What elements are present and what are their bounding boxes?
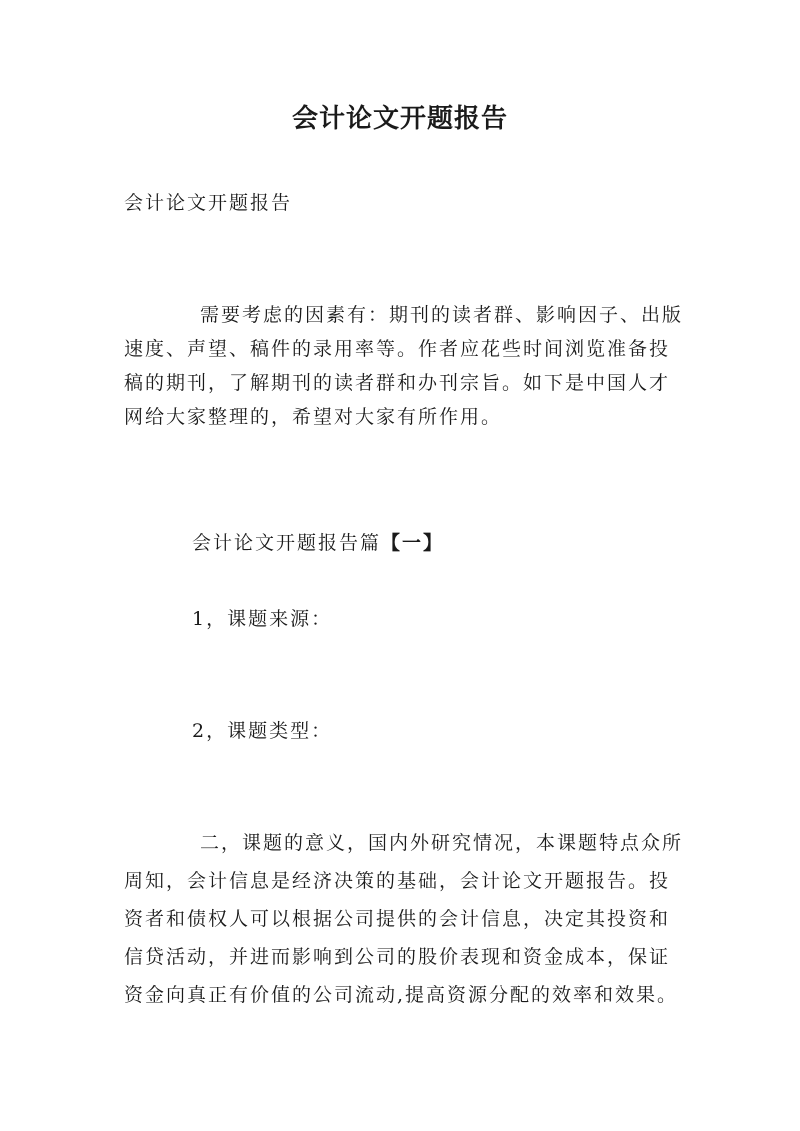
document-title: 会计论文开题报告	[291, 104, 508, 134]
body-paragraph: 二，课题的意义，国内外研究情况，本课题特点众所周知，会计信息是经济决策的基础，会计论文开题报告。投资者和债权人可以根据公司提供的会计信息，决定其投资和信贷活动，并进而影响到公司的股价表现和资金成本，保证资金向真正有价值的公司流动,提高资源分配的效率和效果。	[124, 832, 684, 1006]
document-subtitle: 会计论文开题报告	[124, 192, 293, 214]
section-heading	[192, 528, 444, 555]
item-source: 1，课题来源：	[192, 608, 333, 630]
section-heading-text: 会计论文开题报告篇	[192, 532, 382, 554]
item-type: 2，课题类型：	[192, 720, 333, 742]
intro-paragraph: 需要考虑的因素有：期刊的读者群、影响因子、出版速度、声望、稿件的录用率等。作者应花些时间浏览准备投稿的期刊，了解期刊的读者群和办刊宗旨。如下是中国人才网给大家整理的，希望对大家有所作用。	[124, 304, 684, 428]
section-marker: 【一】	[381, 532, 445, 554]
